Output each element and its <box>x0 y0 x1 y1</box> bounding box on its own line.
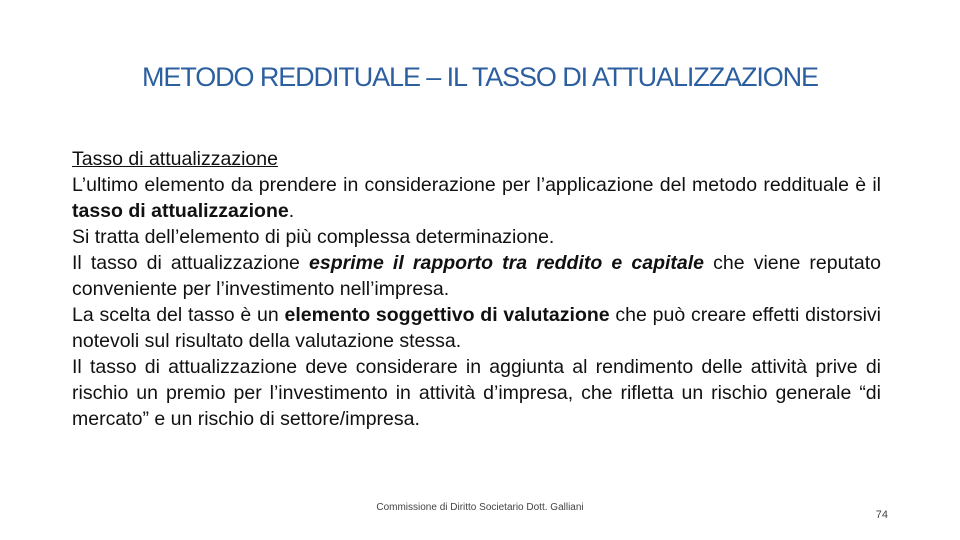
paragraph-1-bold: tasso di attualizzazione <box>72 200 289 222</box>
paragraph-4-tail: che può creare effetti distorsivi notevoli sul risultato della valutazione stessa. <box>72 304 882 352</box>
paragraph-2: Si tratta dell’elemento di più complessa determinazione. <box>72 226 555 248</box>
paragraph-3-emphasis: esprime il rapporto tra reddito e capitale <box>309 252 705 274</box>
paragraph-4 <box>72 302 881 354</box>
paragraph-4-bold: elemento soggettivo di valutazione <box>284 304 610 326</box>
slide-title: METODO REDDITUALE – IL TASSO DI ATTUALIZZAZIONE <box>142 62 818 92</box>
paragraph-3 <box>72 250 881 302</box>
paragraph-3-tail: che viene reputato conveniente per l’investimento nell’impresa. <box>72 252 881 300</box>
paragraph-5: Il tasso di attualizzazione deve considerare in aggiunta al rendimento delle attività prive di rischio un premio per l’investimento in attività d’impresa, che rifletta un rischio generale “di mercato” e un rischio di settore/impresa. <box>72 356 881 430</box>
footer-text: Commissione di Diritto Societario Dott. Galliani <box>376 502 584 513</box>
paragraph-4-text: La scelta del tasso è un <box>72 304 285 326</box>
paragraph-1-tail: . <box>288 200 295 222</box>
section-heading <box>72 146 881 172</box>
paragraph-1-text: L’ultimo elemento da prendere in considerazione per l’applicazione del metodo reddituale è il <box>72 174 881 196</box>
paragraph-3-text: Il tasso di attualizzazione <box>72 252 310 274</box>
slide-body <box>72 146 881 432</box>
paragraph-1 <box>72 172 881 224</box>
heading-text: Tasso di attualizzazione <box>72 148 278 170</box>
page-number: 74 <box>875 509 888 521</box>
